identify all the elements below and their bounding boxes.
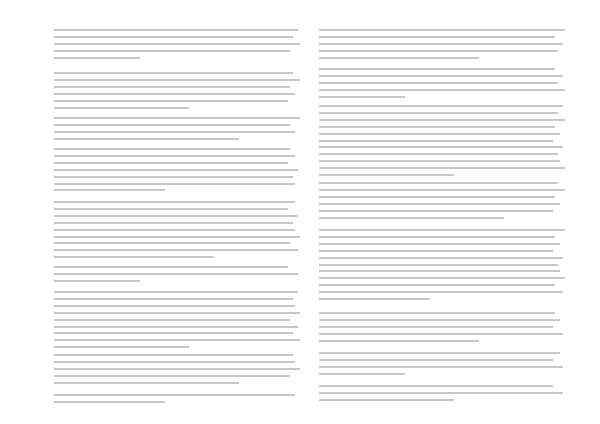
text-line-placeholder xyxy=(54,346,189,348)
text-line-placeholder xyxy=(319,392,563,394)
text-line-placeholder xyxy=(319,167,565,169)
text-line-placeholder xyxy=(319,50,558,52)
text-line-placeholder xyxy=(54,72,293,74)
text-line-placeholder xyxy=(319,75,563,77)
text-line-placeholder xyxy=(54,298,293,300)
text-line-placeholder xyxy=(319,264,558,266)
text-line-placeholder xyxy=(319,182,558,184)
text-line-placeholder xyxy=(54,201,295,203)
text-line-placeholder xyxy=(54,361,295,363)
text-line-placeholder xyxy=(54,169,298,171)
text-line-placeholder xyxy=(54,368,300,370)
text-line-placeholder xyxy=(319,217,504,219)
text-line-placeholder xyxy=(319,174,454,176)
text-line-placeholder xyxy=(319,126,555,128)
text-line-placeholder xyxy=(319,298,430,300)
text-line-placeholder xyxy=(54,332,293,334)
text-line-placeholder xyxy=(319,210,553,212)
text-line-placeholder xyxy=(319,29,565,31)
text-line-placeholder xyxy=(54,236,300,238)
text-line-placeholder xyxy=(319,250,553,252)
text-line-placeholder xyxy=(54,124,290,126)
text-line-placeholder xyxy=(54,229,295,231)
text-line-placeholder xyxy=(54,401,165,403)
text-line-placeholder xyxy=(54,117,300,119)
text-line-placeholder xyxy=(54,57,140,59)
text-line-placeholder xyxy=(54,183,295,185)
text-line-placeholder xyxy=(319,57,479,59)
text-line-placeholder xyxy=(319,153,558,155)
text-line-placeholder xyxy=(54,208,288,210)
text-line-placeholder xyxy=(54,107,189,109)
text-line-placeholder xyxy=(319,105,563,107)
text-line-placeholder xyxy=(319,333,563,335)
text-line-placeholder xyxy=(319,140,553,142)
text-line-placeholder xyxy=(54,256,214,258)
text-line-placeholder xyxy=(54,43,300,45)
text-line-placeholder xyxy=(54,305,295,307)
text-line-placeholder xyxy=(54,148,290,150)
text-line-placeholder xyxy=(319,366,563,368)
text-line-placeholder xyxy=(319,119,565,121)
text-line-placeholder xyxy=(319,112,558,114)
text-line-placeholder xyxy=(319,340,479,342)
text-line-placeholder xyxy=(54,138,239,140)
text-line-placeholder xyxy=(54,394,295,396)
text-line-placeholder xyxy=(319,326,553,328)
right-text-column xyxy=(319,27,565,405)
text-line-placeholder xyxy=(54,326,298,328)
text-line-placeholder xyxy=(54,100,288,102)
text-line-placeholder xyxy=(54,189,165,191)
text-line-placeholder xyxy=(54,215,298,217)
text-line-placeholder xyxy=(54,176,293,178)
text-line-placeholder xyxy=(319,133,560,135)
text-line-placeholder xyxy=(54,131,295,133)
text-line-placeholder xyxy=(319,68,555,70)
text-line-placeholder xyxy=(319,189,565,191)
text-line-placeholder xyxy=(54,93,295,95)
text-line-placeholder xyxy=(319,36,555,38)
text-line-placeholder xyxy=(319,312,555,314)
text-line-placeholder xyxy=(54,273,298,275)
text-line-placeholder xyxy=(54,266,288,268)
text-line-placeholder xyxy=(54,222,293,224)
text-line-placeholder xyxy=(319,243,560,245)
text-line-placeholder xyxy=(54,382,239,384)
text-line-placeholder xyxy=(54,242,290,244)
text-line-placeholder xyxy=(319,160,560,162)
text-line-placeholder xyxy=(54,86,290,88)
text-line-placeholder xyxy=(319,229,565,231)
text-line-placeholder xyxy=(319,399,454,401)
text-line-placeholder xyxy=(319,373,405,375)
text-line-placeholder xyxy=(319,352,560,354)
text-line-placeholder xyxy=(319,236,555,238)
text-line-placeholder xyxy=(319,82,558,84)
text-line-placeholder xyxy=(54,291,298,293)
text-line-placeholder xyxy=(54,312,300,314)
text-line-placeholder xyxy=(319,196,555,198)
text-line-placeholder xyxy=(319,257,563,259)
text-line-placeholder xyxy=(54,36,293,38)
text-line-placeholder xyxy=(54,155,295,157)
text-line-placeholder xyxy=(54,79,300,81)
text-line-placeholder xyxy=(319,270,560,272)
text-line-placeholder xyxy=(319,284,555,286)
text-line-placeholder xyxy=(319,203,560,205)
text-line-placeholder xyxy=(319,43,563,45)
text-line-placeholder xyxy=(319,96,405,98)
text-line-placeholder xyxy=(54,280,140,282)
text-line-placeholder xyxy=(319,277,565,279)
text-line-placeholder xyxy=(54,162,288,164)
left-text-column xyxy=(54,27,300,405)
text-line-placeholder xyxy=(54,50,290,52)
text-line-placeholder xyxy=(54,29,298,31)
text-line-placeholder xyxy=(319,89,565,91)
text-line-placeholder xyxy=(54,339,300,341)
text-line-placeholder xyxy=(319,146,563,148)
text-line-placeholder xyxy=(319,359,553,361)
text-line-placeholder xyxy=(319,319,560,321)
text-line-placeholder xyxy=(319,385,553,387)
text-line-placeholder xyxy=(54,375,290,377)
text-line-placeholder xyxy=(54,319,290,321)
text-line-placeholder xyxy=(319,291,563,293)
text-line-placeholder xyxy=(54,354,293,356)
text-line-placeholder xyxy=(54,249,298,251)
